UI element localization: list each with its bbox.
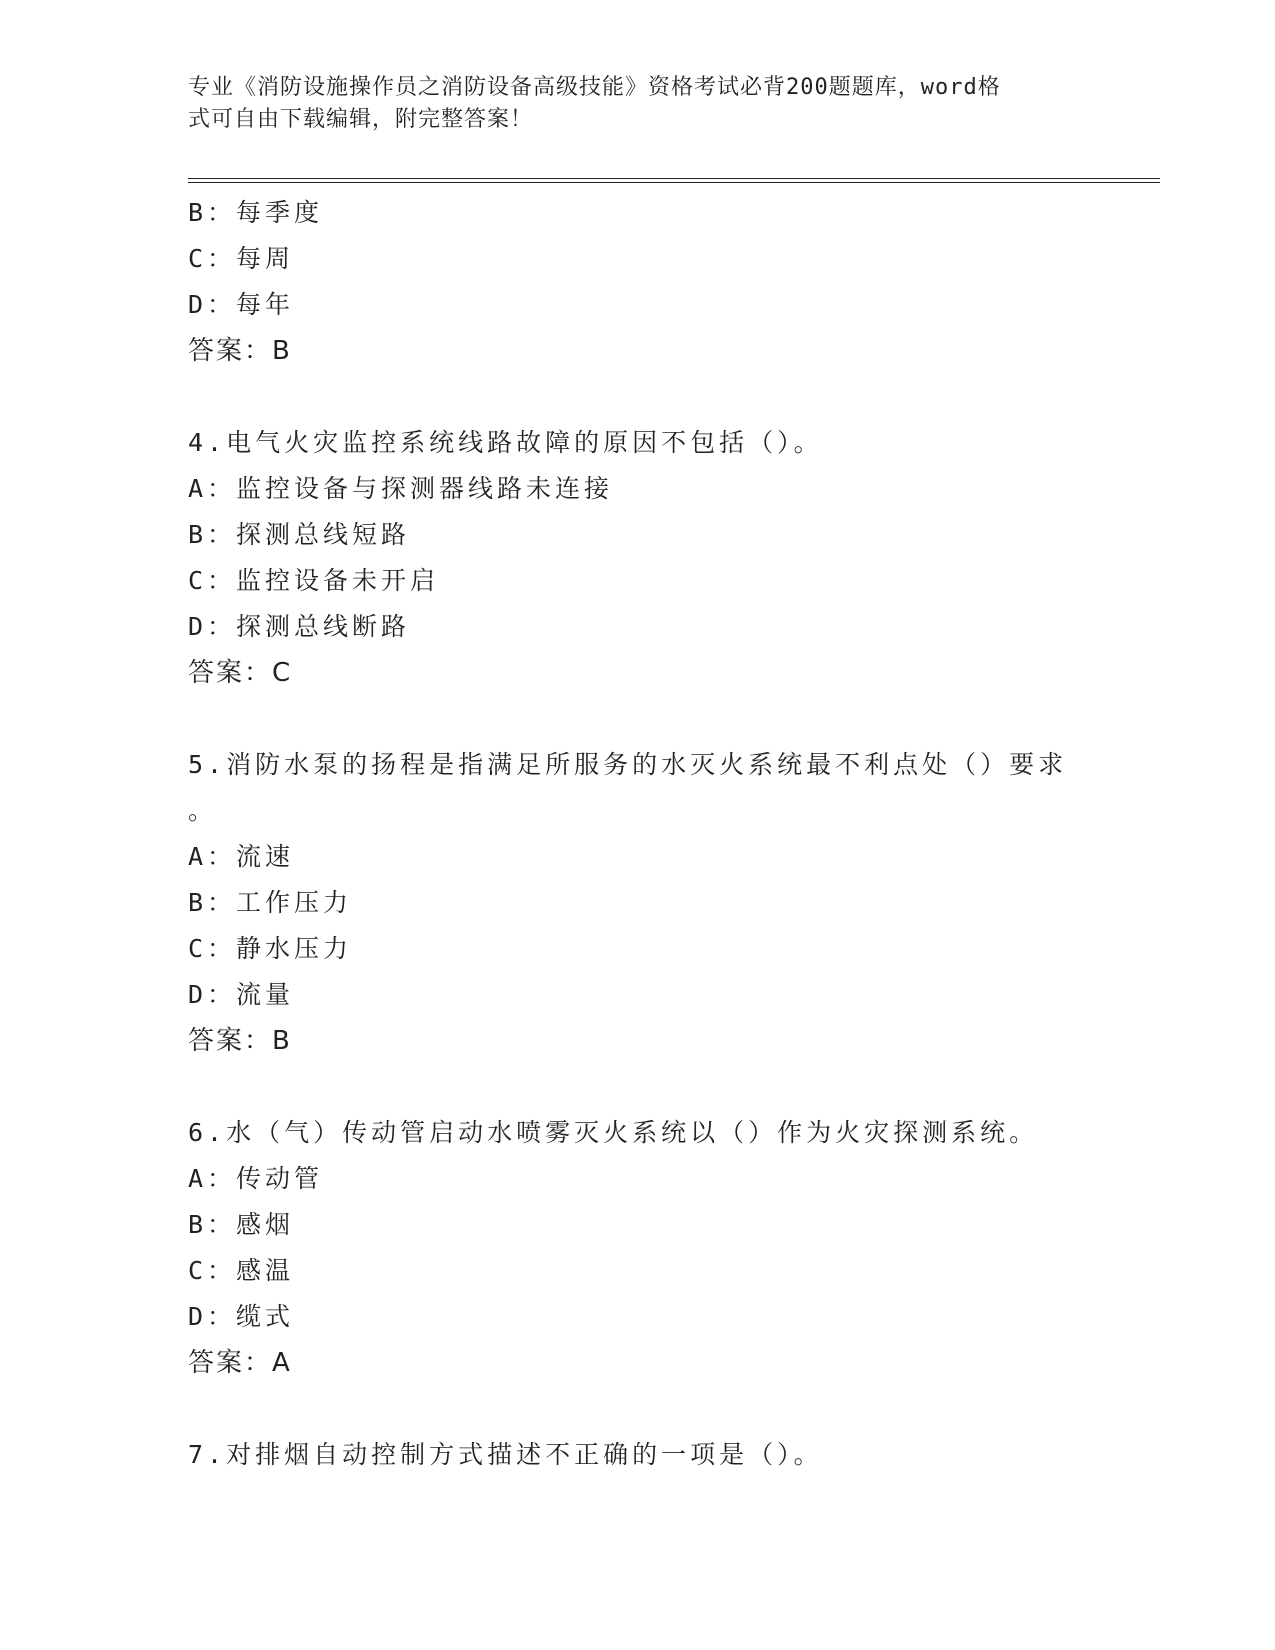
- option-c: C：每周: [188, 244, 295, 273]
- option-a: A：传动管: [188, 1164, 324, 1193]
- header-line-2: 式可自由下载编辑，附完整答案！: [188, 107, 534, 132]
- header-line-1: 专业《消防设施操作员之消防设备高级技能》资格考试必背200题题库，word格: [188, 75, 1001, 100]
- question-stem-continuation: 。: [188, 796, 214, 825]
- option-c: C：监控设备未开启: [188, 566, 440, 595]
- answer: 答案：A: [188, 1348, 292, 1378]
- option-b: B：工作压力: [188, 888, 353, 917]
- question-list: [188, 190, 1088, 1478]
- option-b: B：探测总线短路: [188, 520, 411, 549]
- answer: 答案：B: [188, 336, 292, 366]
- question-3-tail: [188, 190, 1088, 374]
- question-stem: 7.对排烟自动控制方式描述不正确的一项是（）。: [188, 1440, 823, 1469]
- answer: 答案：B: [188, 1026, 292, 1056]
- option-d: D：每年: [188, 290, 295, 319]
- question-stem: 5.消防水泵的扬程是指满足所服务的水灭火系统最不利点处（）要求: [188, 750, 1068, 779]
- spacer: [188, 1064, 1088, 1110]
- option-d: D：探测总线断路: [188, 612, 411, 641]
- question-5: [188, 742, 1088, 1064]
- option-d: D：流量: [188, 980, 295, 1009]
- spacer: [188, 1386, 1088, 1432]
- option-d: D：缆式: [188, 1302, 295, 1331]
- spacer: [188, 696, 1088, 742]
- option-c: C：静水压力: [188, 934, 353, 963]
- header-divider: [188, 178, 1160, 183]
- question-stem: 4.电气火灾监控系统线路故障的原因不包括（）。: [188, 428, 823, 457]
- option-b: B：感烟: [188, 1210, 295, 1239]
- question-4: [188, 420, 1088, 696]
- option-a: A：监控设备与探测器线路未连接: [188, 474, 614, 503]
- answer: 答案：C: [188, 658, 293, 688]
- option-c: C：感温: [188, 1256, 295, 1285]
- question-7: [188, 1432, 1088, 1478]
- spacer: [188, 374, 1088, 420]
- document-header: [188, 72, 1068, 136]
- question-stem: 6.水（气）传动管启动水喷雾灭火系统以（）作为火灾探测系统。: [188, 1118, 1039, 1147]
- option-b: B：每季度: [188, 198, 324, 227]
- option-a: A：流速: [188, 842, 295, 871]
- question-6: [188, 1110, 1088, 1386]
